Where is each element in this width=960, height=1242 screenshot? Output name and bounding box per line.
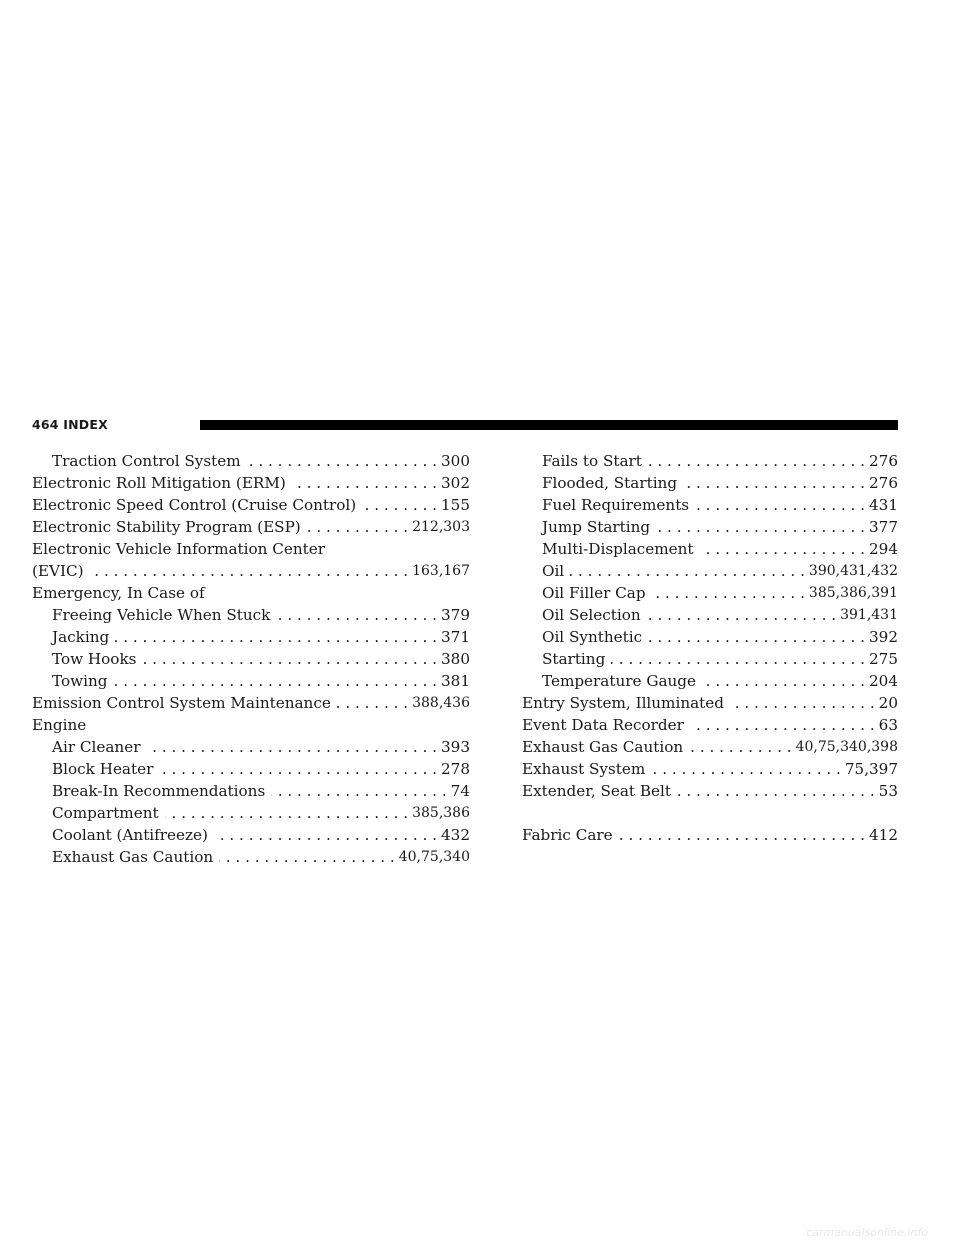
index-entry-page: 390,431,432 xyxy=(808,563,898,579)
index-entry-term: Electronic Speed Control (Cruise Control) xyxy=(32,496,357,514)
index-entry-term: Exhaust Gas Caution xyxy=(52,848,214,866)
index-entry-page: 276 xyxy=(869,474,898,492)
index-entry xyxy=(522,626,898,648)
index-entry xyxy=(32,846,470,868)
index-entry-term: Jacking xyxy=(52,628,110,646)
index-entry xyxy=(522,582,898,604)
page-header xyxy=(32,418,898,432)
index-entry-page: 302 xyxy=(441,474,470,492)
index-entry-page: 63 xyxy=(878,716,898,734)
dot-leader xyxy=(611,648,865,670)
index-entry xyxy=(32,714,470,736)
index-entry-page: 381 xyxy=(441,672,470,690)
index-column-right xyxy=(522,450,898,846)
index-entry-page: 412 xyxy=(869,826,898,844)
dot-leader xyxy=(647,604,836,626)
index-entry-term: Electronic Stability Program (ESP) xyxy=(32,518,301,536)
dot-leader xyxy=(677,780,875,802)
dot-leader xyxy=(690,714,875,736)
index-column-left xyxy=(32,450,470,868)
dot-leader xyxy=(271,780,446,802)
index-entry-term: Compartment xyxy=(52,804,159,822)
dot-leader xyxy=(695,494,865,516)
index-entry-page: 155 xyxy=(441,496,470,514)
index-entry-term: Oil Synthetic xyxy=(542,628,643,646)
index-entry-page: 278 xyxy=(441,760,470,778)
index-entry-term: Fails to Start xyxy=(542,452,642,470)
index-entry-term: Starting xyxy=(542,650,606,668)
index-entry xyxy=(32,626,470,648)
index-entry-term: Engine xyxy=(32,716,87,734)
index-entry-term: Emission Control System Maintenance xyxy=(32,694,331,712)
index-entry-page: 74 xyxy=(450,782,470,800)
index-entry xyxy=(32,670,470,692)
dot-leader xyxy=(159,758,437,780)
index-entry-page: 371 xyxy=(441,628,470,646)
dot-leader xyxy=(683,472,865,494)
index-entry-term: (EVIC) xyxy=(32,562,84,580)
page-number: 464 xyxy=(32,417,59,432)
dot-leader xyxy=(619,824,865,846)
index-entry xyxy=(522,736,898,758)
index-entry-term: Fabric Care xyxy=(522,826,613,844)
dot-leader xyxy=(115,626,437,648)
index-entry-term: Exhaust Gas Caution xyxy=(522,738,684,756)
index-entry-page: 276 xyxy=(869,452,898,470)
index-entry xyxy=(522,494,898,516)
index-entry-term: Emergency, In Case of xyxy=(32,584,205,602)
dot-leader xyxy=(307,516,408,538)
index-entry xyxy=(32,780,470,802)
index-entry-term: Tow Hooks xyxy=(52,650,137,668)
index-entry-page: 385,386 xyxy=(412,805,470,821)
dot-leader xyxy=(146,736,437,758)
index-entry-term: Oil xyxy=(542,562,565,580)
index-entry xyxy=(522,648,898,670)
dot-leader xyxy=(648,626,865,648)
index-entry-term: Oil Filler Cap xyxy=(542,584,646,602)
index-entry-page: 20 xyxy=(878,694,898,712)
dot-leader xyxy=(292,472,437,494)
dot-leader xyxy=(165,802,409,824)
dot-leader xyxy=(362,494,437,516)
index-entry xyxy=(522,692,898,714)
index-entry-page: 163,167 xyxy=(412,563,470,579)
index-entry-page: 377 xyxy=(869,518,898,536)
dot-leader xyxy=(337,692,408,714)
index-entry xyxy=(522,824,898,846)
dot-leader xyxy=(730,692,875,714)
index-entry-page: 391,431 xyxy=(840,607,898,623)
index-entry-term: Fuel Requirements xyxy=(542,496,690,514)
index-entry xyxy=(522,780,898,802)
index-entry-page: 392 xyxy=(869,628,898,646)
index-entry xyxy=(32,736,470,758)
index-entry-page: 385,386,391 xyxy=(808,585,898,601)
dot-leader xyxy=(570,560,805,582)
index-entry xyxy=(32,560,470,582)
index-entry-page: 40,75,340 xyxy=(398,849,470,865)
index-entry-term: Oil Selection xyxy=(542,606,641,624)
index-entry xyxy=(32,538,470,560)
index-entry-page: 393 xyxy=(441,738,470,756)
index-entry xyxy=(32,692,470,714)
dot-leader xyxy=(652,582,805,604)
index-entry-page: 212,303 xyxy=(412,519,470,535)
index-entry-page: 40,75,340,398 xyxy=(795,739,898,755)
index-entry xyxy=(522,670,898,692)
index-entry-term: Traction Control System xyxy=(52,452,241,470)
index-entry-term: Extender, Seat Belt xyxy=(522,782,671,800)
watermark: carmanualsonline.info xyxy=(806,1226,928,1239)
section-title: INDEX xyxy=(63,417,108,432)
index-entry-page: 388,436 xyxy=(412,695,470,711)
index-entry-term: Temperature Gauge xyxy=(542,672,697,690)
index-entry xyxy=(522,538,898,560)
index-entry-page: 294 xyxy=(869,540,898,558)
index-entry-page: 431 xyxy=(869,496,898,514)
index-entry-page: 432 xyxy=(441,826,470,844)
index-entry-term: Towing xyxy=(52,672,108,690)
index-entry xyxy=(522,472,898,494)
index-entry xyxy=(32,604,470,626)
index-entry xyxy=(32,648,470,670)
index-entry-term: Coolant (Antifreeze) xyxy=(52,826,208,844)
index-entry xyxy=(32,516,470,538)
index-entry xyxy=(522,516,898,538)
index-entry-page: 380 xyxy=(441,650,470,668)
dot-leader xyxy=(113,670,437,692)
index-entry-page: 275 xyxy=(869,650,898,668)
index-entry xyxy=(32,758,470,780)
dot-leader xyxy=(648,450,865,472)
index-entry-term: Air Cleaner xyxy=(52,738,141,756)
dot-leader xyxy=(247,450,437,472)
index-entry-page: 379 xyxy=(441,606,470,624)
index-entry-term: Entry System, Illuminated xyxy=(522,694,724,712)
dot-leader xyxy=(214,824,437,846)
dot-leader xyxy=(689,736,791,758)
index-entry-term: Break-In Recommendations xyxy=(52,782,266,800)
index-entry xyxy=(522,560,898,582)
dot-leader xyxy=(702,670,865,692)
header-rule xyxy=(200,420,898,430)
dot-leader xyxy=(700,538,865,560)
index-entry-term: Flooded, Starting xyxy=(542,474,678,492)
header-label xyxy=(32,417,108,432)
index-entry xyxy=(32,494,470,516)
index-entry-term: Block Heater xyxy=(52,760,154,778)
index-entry xyxy=(32,450,470,472)
index-entry-page: 204 xyxy=(869,672,898,690)
index-entry-page: 53 xyxy=(878,782,898,800)
index-entry-term: Freeing Vehicle When Stuck xyxy=(52,606,271,624)
index-entry xyxy=(522,450,898,472)
index-entry xyxy=(32,582,470,604)
index-entry-term: Electronic Vehicle Information Center xyxy=(32,540,326,558)
dot-leader xyxy=(90,560,409,582)
index-entry-page: 300 xyxy=(441,452,470,470)
index-entry xyxy=(32,824,470,846)
index-entry-term: Event Data Recorder xyxy=(522,716,684,734)
index-entry-term: Jump Starting xyxy=(542,518,651,536)
dot-leader xyxy=(219,846,395,868)
index-entry xyxy=(32,472,470,494)
dot-leader xyxy=(142,648,437,670)
dot-leader xyxy=(276,604,437,626)
index-entry xyxy=(32,802,470,824)
dot-leader xyxy=(656,516,865,538)
index-entry xyxy=(522,758,898,780)
index-entry-term: Electronic Roll Mitigation (ERM) xyxy=(32,474,286,492)
index-entry-term: Multi-Displacement xyxy=(542,540,694,558)
index-entry-term: Exhaust System xyxy=(522,760,646,778)
index-entry xyxy=(522,714,898,736)
index-entry-page: 75,397 xyxy=(844,760,898,778)
index-entry xyxy=(522,604,898,626)
dot-leader xyxy=(651,758,841,780)
